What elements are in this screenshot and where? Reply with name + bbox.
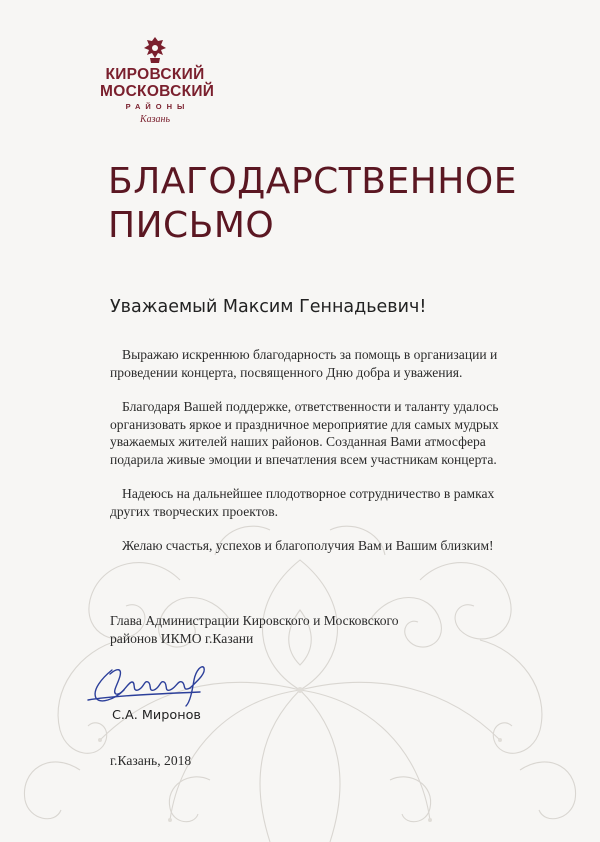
- logo-city: Казань: [139, 114, 171, 125]
- salutation: Уважаемый Максим Геннадьевич!: [110, 297, 427, 317]
- logo-line-3: РАЙОНЫ: [125, 102, 190, 111]
- place-and-date: г.Казань, 2018: [110, 753, 192, 768]
- signer-name: С.А. Миронов: [112, 708, 201, 723]
- logo-line-1: КИРОВСКИЙ: [105, 66, 205, 83]
- district-logo: [100, 36, 215, 125]
- signer-position-line-1: Глава Администрации Кировского и Московского: [110, 613, 399, 628]
- signer-position: [110, 612, 470, 648]
- leopard-emblem-icon: [142, 36, 168, 64]
- paragraph: Желаю счастья, успехов и благополучия Вам и Вашим близким!: [122, 538, 494, 553]
- logo-line-2: МОСКОВСКИЙ: [100, 83, 215, 100]
- title-line-1: БЛАГОДАРСТВЕННОЕ: [108, 161, 517, 202]
- title-line-2: ПИСЬМО: [108, 205, 275, 246]
- signer-position-line-2: районов ИКМО г.Казани: [110, 631, 254, 646]
- paragraph: Выражаю искреннюю благодарность за помощь в организации и проведении концерта, посвященного Дню добра и уважения.: [110, 347, 498, 380]
- letter-title: [108, 160, 548, 248]
- letter-body: [110, 346, 530, 572]
- handwritten-signature: [82, 660, 212, 710]
- paragraph: Надеюсь на дальнейшее плодотворное сотрудничество в рамках других творческих проектов.: [110, 486, 495, 519]
- paragraph: Благодаря Вашей поддержке, ответственности и таланту удалось организовать яркое и праздничное мероприятие для самых мудрых уважаемых жителей наших районов. Созданная Вами атмосфера подарила живые эмоции и впечатления всем участникам концерта.: [110, 399, 499, 467]
